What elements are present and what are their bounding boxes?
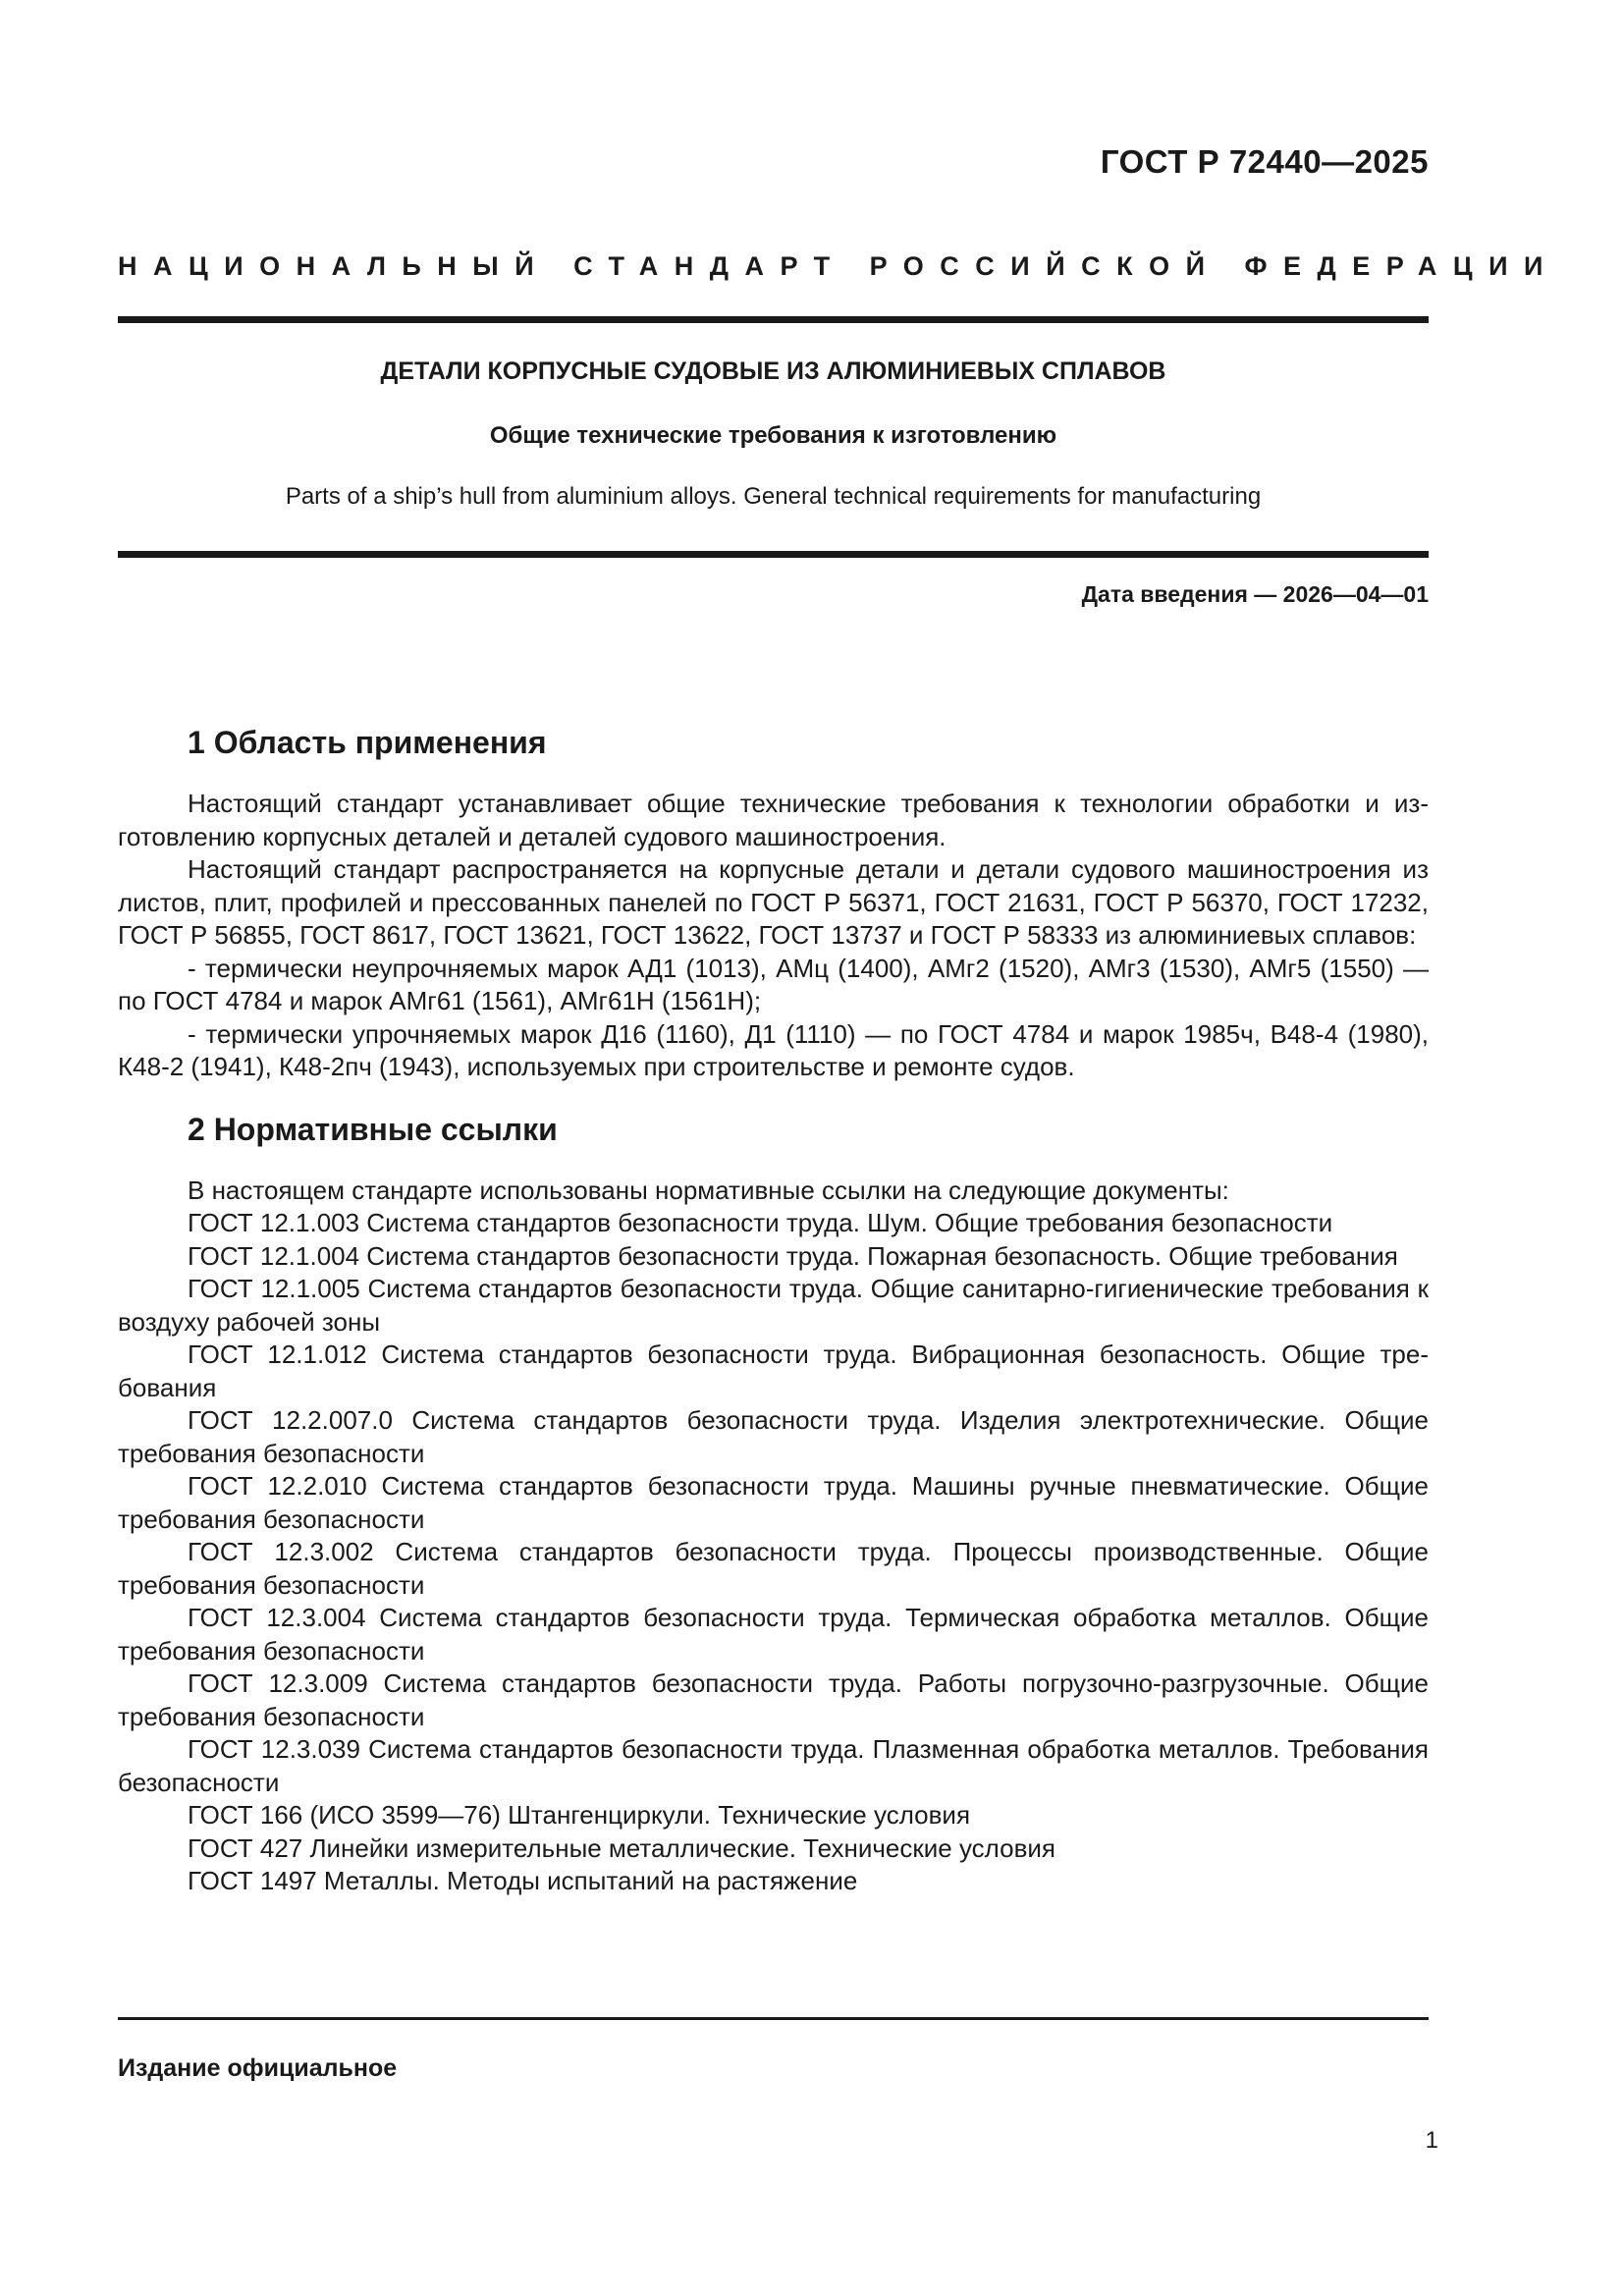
reference-item: ГОСТ 12.2.010 Система стандартов безопасности труда. Машины ручные пневматические. Общие требования безопасности — [118, 1471, 1429, 1534]
reference-item: ГОСТ 12.1.005 Система стандартов безопасности труда. Общие санитарно-гигиенические требования к воздуху рабочей зоны — [118, 1274, 1429, 1337]
section-heading-normative-references: 2 Нормативные ссылки — [188, 1111, 558, 1147]
section-heading-scope: 1 Область применения — [188, 725, 547, 760]
reference-item: ГОСТ 166 (ИСО 3599—76) Штангенциркули. Технические условия — [188, 1800, 971, 1830]
document-body — [118, 723, 1429, 1898]
paragraph: Настоящий стандарт устанавливает общие технические требования к технологии обработки и изготовлению корпусных деталей и деталей судового машиностроения. — [118, 789, 1429, 851]
reference-item: ГОСТ 12.3.009 Система стандартов безопасности труда. Работы погрузочно-разгрузочные. Общие требования безопасности — [118, 1668, 1429, 1731]
reference-item: ГОСТ 1497 Металлы. Методы испытаний на растяжение — [188, 1866, 858, 1895]
reference-item: ГОСТ 12.1.003 Система стандартов безопасности труда. Шум. Общие требования безопасности — [188, 1208, 1333, 1237]
document-title: ДЕТАЛИ КОРПУСНЫЕ СУДОВЫЕ ИЗ АЛЮМИНИЕВЫХ СПЛАВОВ — [380, 357, 1166, 385]
reference-item: ГОСТ 12.3.004 Система стандартов безопасности труда. Термическая обработка металлов. Общие требования безопасности — [118, 1603, 1429, 1666]
reference-item: ГОСТ 12.1.004 Система стандартов безопасности труда. Пожарная безопасность. Общие требования — [188, 1240, 1398, 1271]
list-item: - термически упрочняемых марок Д16 (1160), Д1 (1110) — по ГОСТ 4784 и марок 1985ч, В48-4 (1980), К48-2 (1941), К48-2пч (1943), используемых при строительстве и ремонте судов. — [118, 1018, 1429, 1081]
introduction-date: Дата введения — 2026—04—01 — [1081, 581, 1429, 607]
document-english-title: Parts of a ship’s hull from aluminium alloys. General technical requirements for manufacturing — [285, 483, 1262, 510]
reference-item: ГОСТ 427 Линейки измерительные металлические. Технические условия — [188, 1832, 1055, 1863]
reference-item: ГОСТ 12.3.039 Система стандартов безопасности труда. Плазменная обработка металлов. Требования безопасности — [118, 1734, 1429, 1797]
gost-code: ГОСТ Р 72440—2025 — [1100, 143, 1429, 180]
footer-divider — [118, 2017, 1429, 2020]
top-divider — [118, 316, 1429, 323]
paragraph: В настоящем стандарте использованы нормативные ссылки на следующие документы: — [188, 1175, 1229, 1205]
edition-label: Издание официальное — [118, 2054, 398, 2082]
page-number: 1 — [1425, 2127, 1438, 2154]
reference-item: ГОСТ 12.2.007.0 Система стандартов безопасности труда. Изделия электротехнические. Общие требования безопасности — [118, 1405, 1429, 1468]
document-subtitle: Общие технические требования к изготовлению — [489, 422, 1057, 449]
reference-item: ГОСТ 12.1.012 Система стандартов безопасности труда. Вибрационная безопасность. Общие требования — [118, 1339, 1429, 1402]
reference-item: ГОСТ 12.3.002 Система стандартов безопасности труда. Процессы производственные. Общие требования безопасности — [118, 1537, 1429, 1600]
paragraph: Настоящий стандарт распространяется на корпусные детали и детали судового машиностроения из листов, плит, профилей и прессованных панелей по ГОСТ Р 56371, ГОСТ 21631, ГОСТ Р 56370, ГОСТ 17232, ГОСТ Р 56855, ГОСТ 8617, ГОСТ 13621, ГОСТ 13622, ГОСТ 13737 и ГОСТ Р 58333 из алюминиевых сплавов: — [118, 854, 1429, 950]
title-divider — [118, 551, 1429, 558]
national-standard-label: НАЦИОНАЛЬНЫЙ СТАНДАРТ РОССИЙСКОЙ ФЕДЕРАЦИИ — [118, 251, 1559, 281]
list-item: - термически неупрочняемых марок АД1 (1013), АМц (1400), АМг2 (1520), АМг3 (1530), АМг5 (1550) — по ГОСТ 4784 и марок АМг61 (1561), АМг61Н (1561Н); — [118, 953, 1429, 1015]
